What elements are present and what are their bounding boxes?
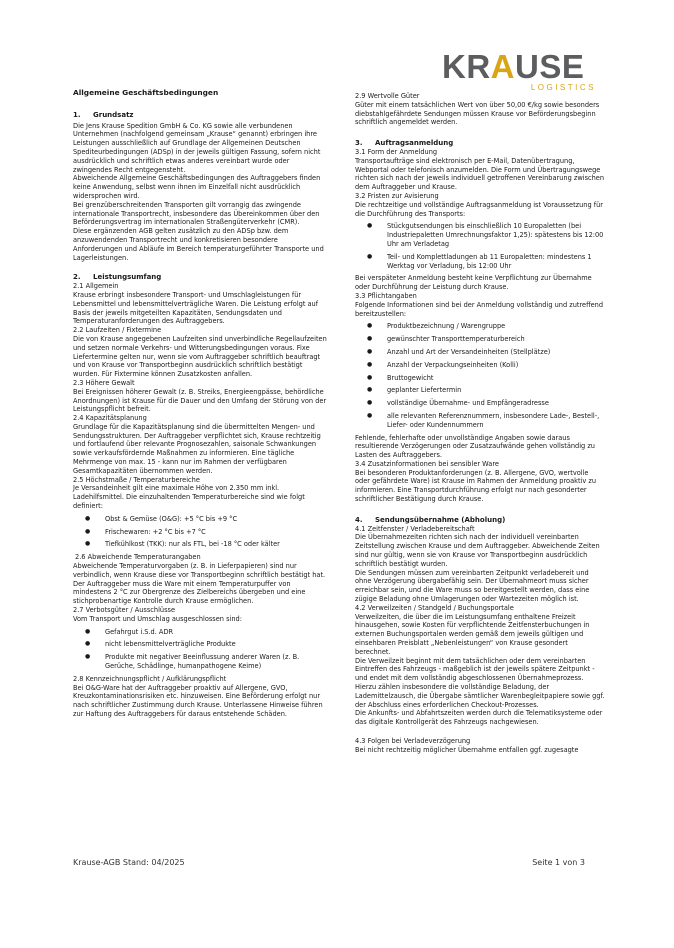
krause-logistics-logo	[442, 50, 598, 96]
left-column	[73, 89, 327, 719]
paragraph: Fehlende, fehlerhafte oder unvollständige Angaben sowie daraus resultierende Verzögerungen oder Zusatzaufwände gehen vollständig zu Lasten des Auftraggebers.	[355, 433, 595, 460]
required-fields-list	[355, 322, 605, 429]
section-heading-2: 2. Leistungsumfang	[73, 273, 162, 282]
list-item: ● gewünschter Transporttemperaturbereich	[355, 335, 605, 344]
paragraph: Abweichende Temperaturvorgaben (z. B. in Lieferpapieren) sind nur verbindlich, wenn Krause diese vor Transportbeginn schriftlich bestätigt hat. Der Auftraggeber muss die Ware mit einem Temperaturpuffer von mindestens 2 °C zur Obergrenze des Zielbereichs übergeben und eine stichprobenartige Kontrolle durch Krause ermöglichen.	[73, 562, 326, 606]
subsection-heading: 2.4 Kapazitätsplanung	[73, 414, 147, 423]
paragraph: Verweilzeiten, die über die im Leistungsumfang enthaltene Freizeit hinausgehen, sowie Kosten für verpflichtende Zeitfensterbuchungen in externen Buchungsportalen werden gemäß dem jeweils gültigen und einsehbaren Preisblatt „Nebenleistungen“ von Krause gesondert berechnet.	[355, 612, 590, 656]
subsection-heading: 3.3 Pflichtangaben	[355, 291, 417, 300]
temperature-list	[73, 515, 327, 549]
list-item: ● Frischewaren: +2 °C bis +7 °C	[73, 528, 327, 537]
list-item: ● Produktbezeichnung / Warengruppe	[355, 322, 605, 331]
paragraph: Bei grenzüberschreitenden Transporten gilt vorrangig das zwingende internationale Transportrecht, insbesondere das Übereinkommen über den Beförderungsvertrag im internationalen Straßengüterverkehr (CMR).	[73, 200, 320, 227]
subsection-heading: 2.5 Höchstmaße / Temperaturbereiche	[73, 475, 200, 484]
subsection-heading: 2.3 Höhere Gewalt	[73, 378, 135, 387]
excluded-goods-list	[73, 628, 327, 671]
paragraph: Vom Transport und Umschlag ausgeschlossen sind:	[73, 614, 242, 623]
deadline-list	[355, 222, 605, 270]
paragraph: Diese ergänzenden AGB gelten zusätzlich zu den ADSp bzw. dem anzuwendenden Transportrecht und konkretisieren besondere Anforderungen und Abläufe im Bereich temperaturgeführter Transporte und Lagerleistungen.	[73, 227, 324, 262]
paragraph: Die Jens Krause Spedition GmbH & Co. KG sowie alle verbundenen Unternehmen (nachfolgend gemeinsam „Krause“ genannt) erbringen ihre Leistungen ausschließlich auf Grundlage der Allgemeinen Deutschen Spediteurbedingungen (ADSp) in der jeweils gültigen Fassung, sofern nicht ausdrücklich und schriftlich etwas anderes vereinbart wurde oder zwingendes Recht entgegensteht.	[73, 121, 321, 174]
paragraph: Krause erbringt insbesondere Transport- und Umschlagleistungen für Lebensmittel und lebensmittelverträgliche Waren. Die Leistung erfolgt auf Basis der jeweils mitgeteilten Kapazitäten, Sendungsdaten und Temperaturanforderungen des Auftraggebers.	[73, 290, 319, 326]
paragraph: Bei Ereignissen höherer Gewalt (z. B. Streiks, Energieengpässe, behördliche Anordnungen) ist Krause für die Dauer und den Umfang der Störung von der Leistungspflicht befreit.	[73, 387, 327, 414]
paragraph: Die Ankunfts- und Abfahrtszeiten werden durch die Telematiksysteme oder das digitale Kontrollgerät des Fahrzeugs nachgewiesen.	[355, 709, 603, 727]
list-item: ● Teil- und Komplettladungen ab 11 Europaletten: mindestens 1 Werktag vor Verladung, bis 12:00 Uhr	[355, 253, 605, 271]
paragraph: Folgende Informationen sind bei der Anmeldung vollständig und zutreffend bereitzustellen:	[355, 300, 604, 318]
paragraph: Die rechtzeitige und vollständige Auftragsanmeldung ist Voraussetzung für die Durchführung des Transports:	[355, 200, 603, 218]
paragraph: Bei O&G-Ware hat der Auftraggeber proaktiv auf Allergene, GVO, Kreuzkontaminationsrisiken etc. hinzuweisen. Eine Beförderung erfolgt nur nach schriftlicher Zustimmung durch Krause. Unterlassene Hinweise führen zur Haftung des Auftraggebers für daraus entstehende Schäden.	[73, 683, 323, 718]
paragraph: Grundlage für die Kapazitätsplanung sind die übermittelten Mengen- und Sendungsstrukturen. Der Auftraggeber verpflichtet sich, Krause rechtzeitig und fortlaufend über relevante Prognosezahlen, saisonale Schwankungen sowie verkaufsfördernde Maßnahmen zu informieren. Eine tägliche Mehrmenge von max. 15 - kann nur im Rahmen der verfügbaren Gesamtkapazitäten übernommen werden.	[73, 422, 321, 475]
list-item: ● Produkte mit negativer Beeinflussung anderer Waren (z. B. Gerüche, Schädlinge, humanpathogene Keime)	[73, 653, 327, 671]
list-item: ● geplanter Liefertermin	[355, 386, 605, 395]
subsection-heading: 4.3 Folgen bei Verladeverzögerung	[355, 737, 471, 745]
list-item: ● alle relevanten Referenznummern, insbesondere Lade-, Bestell-, Liefer- oder Kundennummern	[355, 412, 605, 430]
logo-wordmark: KRAUSE	[442, 48, 585, 85]
paragraph: Die Übernahmezeiten richten sich nach der individuell vereinbarten Zeitstellung zwischen Krause und dem Auftraggeber. Abweichende Zeiten sind nur gültig, wenn sie von Krause vor Transportbeginn ausdrücklich schriftlich bestätigt wurden.	[355, 533, 600, 568]
subsection-heading: 2.1 Allgemein	[73, 282, 119, 291]
subsection-heading: 2.8 Kennzeichnungspflicht / Aufklärungspflicht	[73, 674, 227, 683]
footer-version: Krause-AGB Stand: 04/2025	[73, 858, 185, 867]
paragraph: Je Versandeinheit gilt eine maximale Höhe von 2.350 mm inkl. Ladehilfsmittel. Die einzuhaltenden Temperaturbereiche sind wie folgt definiert:	[73, 484, 305, 511]
list-item: ● Gefahrgut i.S.d. ADR	[73, 628, 327, 637]
list-item: ● Anzahl und Art der Versandeinheiten (Stellplätze)	[355, 348, 605, 357]
logo-subtitle: LOGISTICS	[530, 83, 596, 92]
subsection-heading: 2.7 Verbotsgüter / Ausschlüsse	[73, 606, 176, 615]
footer-page-number: Seite 1 von 3	[532, 858, 585, 867]
section-heading-3: 3. Auftragsanmeldung	[355, 139, 454, 148]
subsection-heading: 2.2 Laufzeiten / Fixtermine	[73, 326, 162, 335]
paragraph: Bei verspäteter Anmeldung besteht keine Verpflichtung zur Übernahme oder Durchführung der Leistung durch Krause.	[355, 274, 592, 292]
subsection-heading: 2.9 Wertvolle Güter	[355, 92, 420, 100]
list-item: ● Stückgutsendungen bis einschließlich 10 Europaletten (bei Industriepaletten Umrechnungsfaktor 1,25): spätestens bis 12:00 Uhr am Verladetag	[355, 222, 605, 248]
paragraph: Abweichende Allgemeine Geschäftsbedingungen des Auftraggebers finden keine Anwendung, selbst wenn ihnen im Einzelfall nicht ausdrücklich widersprochen wird.	[73, 174, 321, 200]
subsection-heading: 3.1 Form der Anmeldung	[355, 147, 438, 156]
paragraph: Güter mit einem tatsächlichen Wert von über 50,00 €/kg sowie besonders diebstahlgefährdete Sendungen müssen Krause vor Beförderungsbeginn schriftlich angemeldet werden.	[355, 100, 600, 127]
paragraph: Die Sendungen müssen zum vereinbarten Zeitpunkt verladebereit und ohne Verzögerung übergabefähig sein. Der Übernahmeort muss sicher erreichbar sein, und die Ware muss so bereitgestellt werden, dass eine zügige Beladung ohne Umlagerungen oder Wartezeiten möglich ist.	[355, 568, 590, 604]
paragraph: Bei besonderen Produktanforderungen (z. B. Allergene, GVO, wertvolle oder gefährdete Ware) ist Krause im Rahmen der Anmeldung proaktiv zu informieren. Eine Transportdurchführung erfolgt nur nach gesonderter schriftlicher Bestätigung durch Krause.	[355, 468, 596, 504]
right-column	[355, 92, 605, 755]
list-item: ● Bruttogewicht	[355, 374, 605, 383]
list-item: ● Obst & Gemüse (O&G): +5 °C bis +9 °C	[73, 515, 327, 524]
paragraph: Die von Krause angegebenen Laufzeiten sind unverbindliche Regellaufzeiten und setzen normale Verkehrs- und Witterungsbedingungen voraus. Fixe Liefertermine gelten nur, wenn sie vom Auftraggeber schriftlich beauftragt und von Krause vor Transportbeginn ausdrücklich schriftlich bestätigt wurden. Für Fixtermine können Zusatzkosten anfallen.	[73, 334, 327, 379]
subsection-heading: 2.6 Abweichende Temperaturangaben	[75, 553, 201, 562]
subsection-heading: 4.2 Verweilzeiten / Standgeld / Buchungsportale	[355, 603, 514, 612]
list-item: ● nicht lebensmittelverträgliche Produkte	[73, 640, 327, 649]
subsection-heading: 3.2 Fristen zur Avisierung	[355, 191, 439, 200]
subsection-heading: 3.4 Zusatzinformationen bei sensibler Ware	[355, 459, 499, 468]
subsection-heading: 4.1 Zeitfenster / Verladebereitschaft	[355, 524, 475, 533]
paragraph: Transportaufträge sind elektronisch per E-Mail, Datenübertragung, Webportal oder telefonisch anzumelden. Die Form und Übertragungswege richten sich nach der jeweils individuell getroffenen Vereinbarung zwischen dem Auftraggeber und Krause.	[355, 156, 605, 192]
section-heading-4: 4. Sendungsübernahme (Abholung)	[355, 515, 506, 524]
document-title: Allgemeine Geschäftsbedingungen	[73, 88, 219, 97]
section-heading-1: 1. Grundsatz	[73, 110, 134, 119]
list-item: ● Tiefkühlkost (TKK): nur als FTL, bei -18 °C oder kälter	[73, 540, 327, 549]
list-item: ● Anzahl der Verpackungseinheiten (Kolli)	[355, 361, 605, 370]
list-item: ● vollständige Übernahme- und Empfängeradresse	[355, 399, 605, 408]
paragraph: Bei nicht rechtzeitig möglicher Übernahme entfallen ggf. zugesagte	[355, 745, 579, 754]
paragraph: Die Verweilzeit beginnt mit dem tatsächlichen oder dem vereinbarten Eintreffen des Fahrzeugs - maßgeblich ist der jeweils spätere Zeitpunkt - und endet mit dem vollständig abgeschlossenen Übernahmeprozess. Hierzu zählen insbesondere die vollständige Beladung, der Lademittelzausch, die Übergabe sämtlicher Warenbegleitpapiere sowie ggf. der Abschluss eines erforderlichen Checkout-Prozesses.	[355, 656, 605, 709]
